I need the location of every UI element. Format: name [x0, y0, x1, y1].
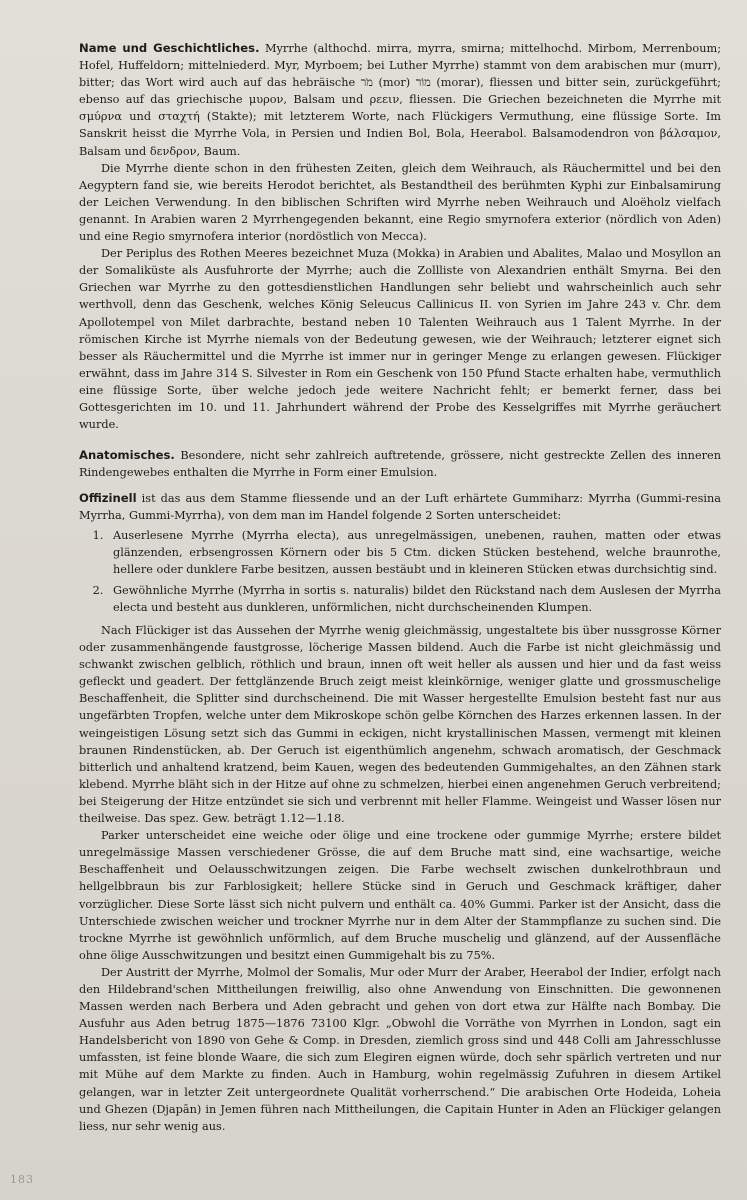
heading-anatomy: Anatomisches.: [79, 448, 175, 463]
page-number: 183: [10, 1173, 34, 1186]
paragraph: Myrrhe (althochd. mirra, myrra, smirna; mittelhochd. Mirbom, Merrenboum; Hofel, Huffeldorn; mittelniederd. Myr, Myrboem; bei Luther Myrrhe) stammt von dem arabischen mur (murr), bitter; das Wort wird auch auf das hebräische מֹר (mor) מוֹר (morar), fliessen und bitter sein, zurückgeführt; ebenso auf das griechische μυρον, Balsam und ρεειν, fliessen. Die Griechen bezeichneten die Myrrhe mit σμύρνα und σταχτή (Stakte); mit letzterem Worte, nach Flückigers Vermuthung, eine flüssige Sorte. Im Sanskrit heisst die Myrrhe Vola, in Persien und Indien Bol, Bola, Heerabol. Balsamodendron von βάλσαμον, Balsam und δενδρον, Baum.: [79, 42, 722, 158]
sorts-list: [79, 527, 721, 616]
list-item: 1. Auserlesene Myrrhe (Myrrha electa), aus unregelmässigen, unebenen, rauhen, matten oder etwas glänzenden, erbsengrossen Körnern oder bis 5 Ctm. dicken Stücken bestehend, welche braunrothe, hellere oder dunklere Farbe besitzen, aussen bestäubt und in kleineren Stücken etwas durchsichtig sind.: [107, 527, 721, 578]
paragraph: Die Myrrhe diente schon in den frühesten Zeiten, gleich dem Weihrauch, als Räuchermittel und bei den Aegyptern fand sie, wie bereits Herodot berichtet, als Bestandtheil des berühmten Kyphi zur Einbalsamirung der Leichen Verwendung. In den biblischen Schriften wird Myrrhe neben Weihrauch und Aloëholz vielfach genannt. In Arabien waren 2 Myrrhengegenden bekannt, eine Regio smyrnofera exterior (nördlich von Aden) und eine Regio smyrnofera interior (nordöstlich von Mecca).: [79, 161, 721, 244]
section-anatomy: [79, 447, 721, 481]
heading-officinal: Offizinell: [79, 491, 137, 506]
section-officinal: [79, 490, 721, 524]
paragraph: Besondere, nicht sehr zahlreich auftretende, grössere, nicht gestreckte Zellen des inneren Rindengewebes enthalten die Myrrhe in Form einer Emulsion.: [79, 449, 721, 480]
paragraph: Der Austritt der Myrrhe, Molmol der Somalis, Mur oder Murr der Araber, Heerabol der Indier, erfolgt nach den Hildebrand'schen Mittheilungen freiwillig, also ohne Anwendung von Einschnitten. Die gewonnenen Massen werden nach Berbera und Aden gebracht und gehen von dort etwa zur Hälfte nach Bombay. Die Ausfuhr aus Aden betrug 1875—1876 73100 Klgr. „Obwohl die Vorräthe von Myrrhen in London, sagt ein Handelsbericht von 1890 von Gehe & Comp. in Dresden, ziemlich gross sind und 448 Colli am Jahresschlusse umfassten, ist feine blonde Waare, die sich zum Elegiren eignen würde, doch sehr spärlich vertreten und nur mit Mühe auf dem Markte zu finden. Auch in Hamburg, wohin regelmässig Zufuhren in diesem Artikel gelangen, war in letzter Zeit untergeordnete Qualität vorherrschend.“ Die arabischen Orte Hodeida, Loheia und Ghezen (Djapān) in Jemen führen nach Mittheilungen, die Capitain Hunter in Aden an Flückiger gelangen liess, nur sehr wenig aus.: [79, 965, 721, 1133]
body-text: [79, 40, 721, 1135]
heading-name-history: Name und Geschichtliches.: [79, 41, 260, 55]
paragraph: ist das aus dem Stamme fliessende und an der Luft erhärtete Gummiharz: Myrrha (Gummi-resina Myrrha, Gummi-Myrrha), von dem man im Handel folgende 2 Sorten unterscheidet:: [79, 492, 722, 523]
list-item: 2. Gewöhnliche Myrrhe (Myrrha in sortis s. naturalis) bildet den Rückstand nach dem Auslesen der Myrrha electa und besteht aus dunkleren, unförmlichen, nicht durchscheinenden Klumpen.: [107, 582, 721, 616]
paragraph: Nach Flückiger ist das Aussehen der Myrrhe wenig gleichmässig, ungestaltete bis über nussgrosse Körner oder zusammenhängende faustgrosse, löcherige Massen bildend. Auch die Farbe ist nicht gleichmässig und schwankt zwischen gelblich, röthlich und braun, innen oft weit heller als aussen und hier und da fast weiss gefleckt und geadert. Der fettglänzende Bruch zeigt meist kleinkörnige, weniger glatte und grossmuschelige Beschaffenheit, die Splitter sind durchscheinend. Die mit Wasser hergestellte Emulsion besteht fast nur aus ungefärbten Tropfen, welche unter dem Mikroskope schön gelbe Körnchen des Harzes erkennen lassen. In der weingeistigen Lösung setzt sich das Gummi in eckigen, nicht krystallinischen Massen, vermengt mit kleinen braunen Rindenstücken, ab. Der Geruch ist eigenthümlich angenehm, schwach aromatisch, der Geschmack bitterlich und anhaltend kratzend, beim Kauen, wegen des bedeutenden Gummigehaltes, an den Zähnen stark klebend. Myrrhe bläht sich in der Hitze auf ohne zu schmelzen, hierbei einen angenehmen Geruch verbreitend; bei Steigerung der Hitze entzündet sie sich und verbrennt mit heller Flamme. Weingeist und Wasser lösen nur theilweise. Das spez. Gew. beträgt 1.12—1.18.: [79, 624, 721, 826]
paragraph: Der Periplus des Rothen Meeres bezeichnet Muza (Mokka) in Arabien und Abalites, Malao und Mosyllon an der Somaliküste als Ausfuhrorte der Myrrhe; auch die Zollliste von Alexandrien enthält Smyrna. Bei den Griechen war Myrrhe zu den gottesdienstlichen Handlungen sehr beliebt und wahrscheinlich auch sehr werthvoll, denn das Geschenk, welches König Seleucus Callinicus II. von Syrien im Jahre 243 v. Chr. dem Apollotempel von Milet darbrachte, bestand neben 10 Talenten Weihrauch aus 1 Talent Myrrhe. In der römischen Kirche ist Myrrhe niemals von der Bedeutung gewesen, wie der Weihrauch; letzterer eignet sich besser als Räuchermittel und die Myrrhe ist immer nur in geringer Menge zu erlangen gewesen. Flückiger erwähnt, dass im Jahre 314 S. Silvester in Rom ein Geschenk von 150 Pfund Stacte erhalten habe, vermuthlich eine flüssige Sorte, über welche jedoch jede weitere Nachricht fehlt; er bemerkt ferner, dass bei Gottesgerichten im 10. und 11. Jahrhundert während der Probe des Kesselgriffes mit Myrrhe geräuchert wurde.: [79, 247, 721, 432]
paragraph: Parker unterscheidet eine weiche oder ölige und eine trockene oder gummige Myrrhe; erstere bildet unregelmässige Massen verschiedener Grösse, die auf dem Bruche matt sind, eine wachsartige, weiche Beschaffenheit und Oelausschwitzungen zeigen. Die Farbe wechselt zwischen dunkelrothbraun und hellgelbbraun bis zur Farblosigkeit; hellere Stücke sind in Geruch und Geschmack kräftiger, daher vorzüglicher. Diese Sorte lässt sich nicht pulvern und enthält ca. 40% Gummi. Parker ist der Ansicht, dass die Unterschiede zwischen weicher und trockner Myrrhe nur in dem Alter der Stammpflanze zu suchen sind. Die trockne Myrrhe ist gewöhnlich unförmlich, auf dem Bruche muschelig und glänzend, auf der Aussenfläche ohne ölige Ausschwitzungen und besitzt einen Gummigehalt bis zu 75%.: [79, 829, 721, 962]
section-name: [79, 40, 721, 160]
